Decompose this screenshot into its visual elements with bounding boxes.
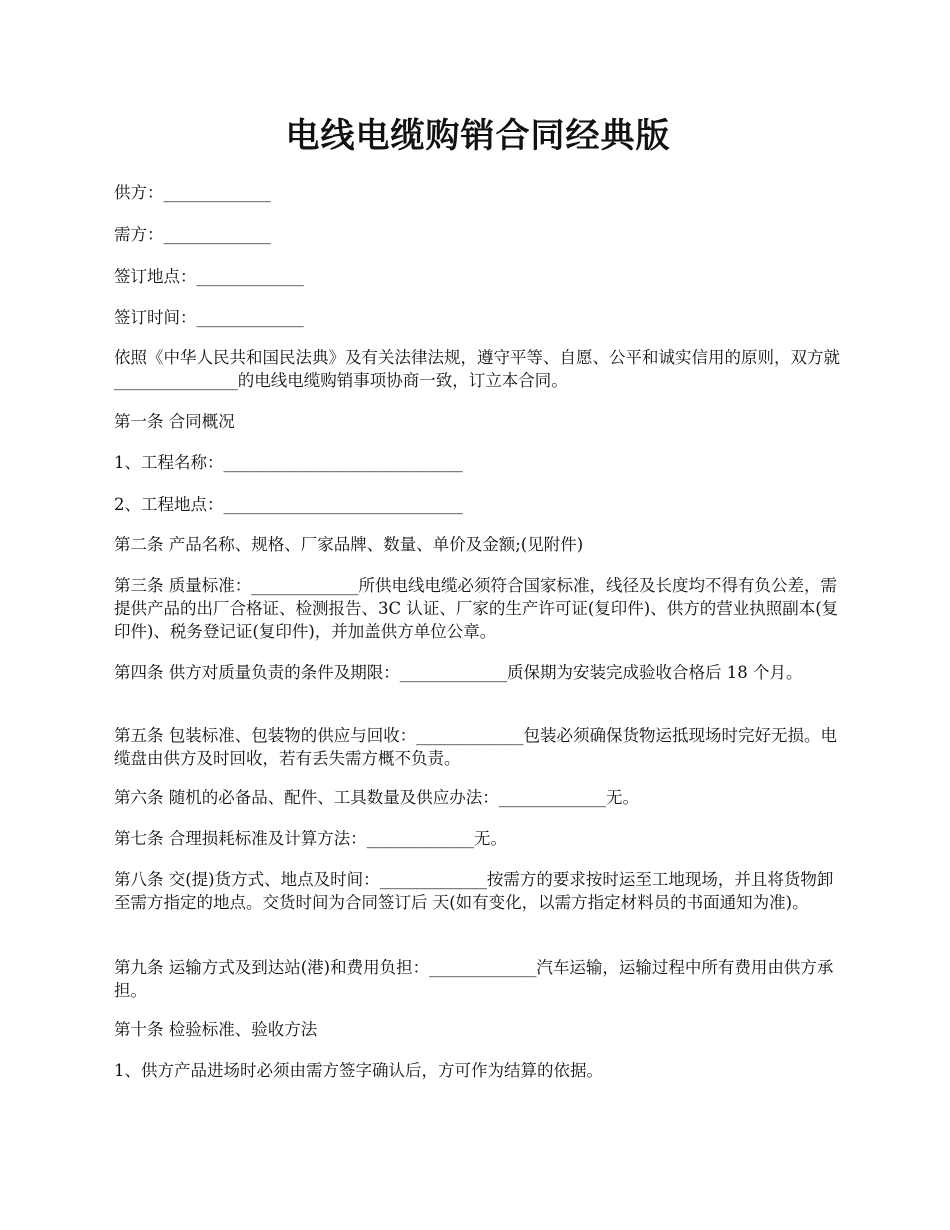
article-5-paragraph: 第五条 包装标准、包装物的供应与回收：_____________包装必须确保货物运抵现场时完好无损。电缆盘由供方及时回收，若有丢失需方概不负责。	[114, 726, 837, 768]
buyer-line: 需方：_____________	[114, 225, 271, 244]
article-4-paragraph: 第四条 供方对质量负责的条件及期限：_____________质保期为安装完成验收合格后 18 个月。	[114, 663, 803, 682]
article-6-paragraph: 第六条 随机的必备品、配件、工具数量及供应办法：_____________无。	[114, 788, 639, 807]
article-10-heading: 第十条 检验标准、验收方法	[114, 1020, 318, 1039]
article-1-heading: 第一条 合同概况	[114, 412, 235, 431]
supplier-line: 供方：_____________	[114, 183, 271, 202]
article-3-paragraph: 第三条 质量标准：_____________所供电线电缆必须符合国家标准，线径及长度均不得有负公差，需提供产品的出厂合格证、检测报告、3C 认证、厂家的生产许可证(复印件)、供方的营业执照副本(复印件)、税务登记证(复印件)，并加盖供方单位公章。	[114, 576, 839, 641]
article-7-paragraph: 第七条 合理损耗标准及计算方法：_____________无。	[114, 829, 507, 848]
page-title: 电线电缆购销合同经典版	[285, 116, 671, 156]
article-10-item-1: 1、供方产品进场时必须由需方签字确认后，方可作为结算的依据。	[114, 1061, 603, 1080]
signing-time-line: 签订时间：_____________	[114, 308, 304, 327]
article-2-paragraph: 第二条 产品名称、规格、厂家品牌、数量、单价及金额;(见附件)	[114, 535, 584, 554]
article-8-paragraph: 第八条 交(提)货方式、地点及时间：_____________按需方的要求按时运至工地现场，并且将货物卸至需方指定的地点。交货时间为合同签订后 天(如有变化，以需方指定材料员的书面通知为准)。	[114, 870, 834, 912]
project-name-line: 1、工程名称：_____________________________	[114, 453, 463, 472]
article-9-paragraph: 第九条 运输方式及到达站(港)和费用负担：_____________汽车运输，运输过程中所有费用由供方承担。	[114, 958, 834, 1000]
preamble-paragraph: 依照《中华人民共和国民法典》及有关法律法规，遵守平等、自愿、公平和诚实信用的原则，双方就 _______________的电线电缆购销事项协商一致，订立本合同。	[114, 348, 840, 390]
signing-place-line: 签订地点：_____________	[114, 267, 304, 286]
project-location-line: 2、工程地点：_____________________________	[114, 495, 463, 514]
